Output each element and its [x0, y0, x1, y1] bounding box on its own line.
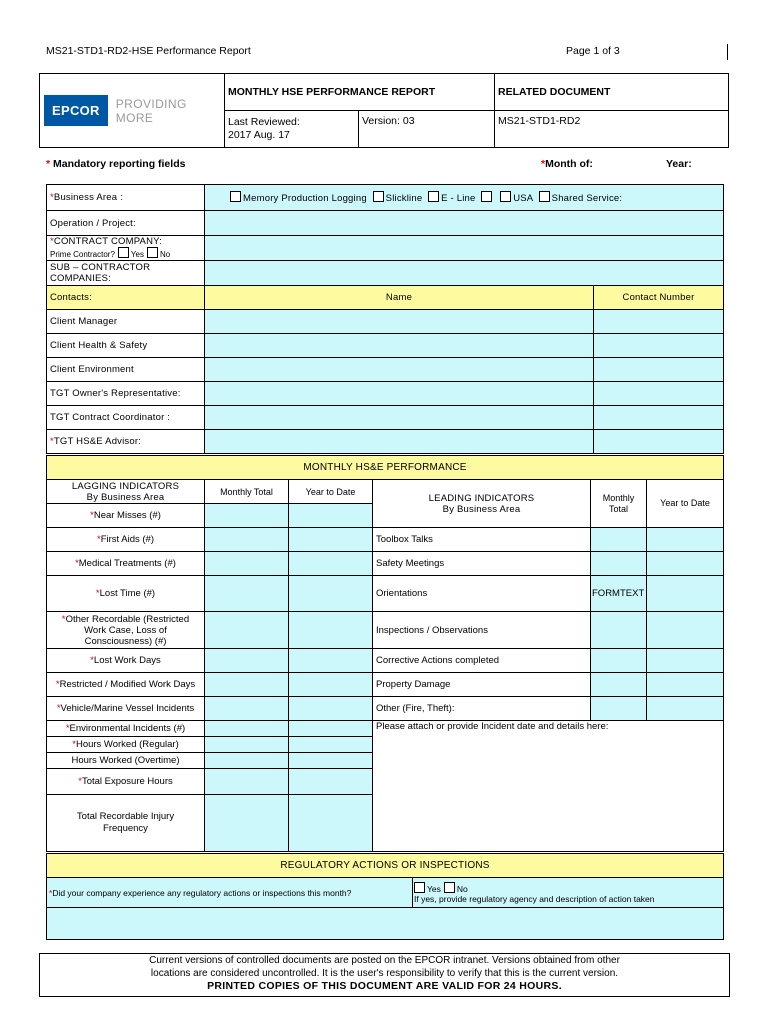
business-area-label: [47, 185, 205, 211]
required-star: *: [50, 436, 54, 447]
business-area-text: Business Area :: [53, 192, 123, 203]
lagging-row-label: [47, 737, 205, 753]
required-star: *: [78, 776, 82, 787]
required-star: *: [72, 739, 76, 750]
leading-monthly-field[interactable]: [591, 697, 647, 721]
checkbox-blank[interactable]: [481, 191, 492, 202]
contact-number-field[interactable]: [594, 430, 724, 454]
regulatory-answer: [413, 878, 724, 908]
lagging-row-text: Lost Time (#): [99, 588, 156, 599]
checkbox-e-line[interactable]: [428, 191, 439, 202]
required-star: *: [55, 679, 60, 690]
option-shared-service: Shared Service:: [551, 193, 623, 204]
lagging-ytd-field[interactable]: [289, 612, 373, 649]
required-star: *: [90, 510, 94, 521]
leading-monthly-field[interactable]: [591, 649, 647, 673]
footer-notice: [39, 953, 730, 997]
lagging-row-text: Total Exposure Hours: [81, 776, 173, 787]
lagging-ytd-field[interactable]: [289, 721, 373, 737]
leading-ytd-field[interactable]: [647, 528, 724, 552]
lagging-monthly-field[interactable]: [205, 697, 289, 721]
leading-ytd-field[interactable]: [647, 552, 724, 576]
lagging-monthly-field[interactable]: [205, 737, 289, 753]
lagging-row-label: [47, 504, 205, 528]
leading-ytd-field[interactable]: [647, 697, 724, 721]
logo-tagline: PROVIDING MORE: [115, 96, 187, 125]
lagging-header-line1: LAGGING INDICATORS: [71, 480, 180, 492]
lagging-monthly-field[interactable]: [205, 795, 289, 852]
lagging-monthly-field[interactable]: [205, 576, 289, 612]
mandatory-text: Mandatory reporting fields: [53, 158, 186, 170]
required-star: *: [56, 703, 61, 714]
lagging-header-line2: By Business Area: [86, 491, 165, 503]
leading-header-line1: LEADING INDICATORS: [428, 492, 535, 504]
last-reviewed-label: Last Reviewed:: [228, 116, 300, 128]
contact-name-field[interactable]: [205, 406, 594, 430]
leading-row-label: Toolbox Talks: [373, 528, 591, 552]
lagging-row-text: Lost Work Days: [93, 655, 161, 666]
leading-row-label: Safety Meetings: [373, 552, 591, 576]
lagging-ytd-field[interactable]: [289, 673, 373, 697]
lagging-row-label: [47, 576, 205, 612]
lagging-row-label: [47, 649, 205, 673]
leading-ytd-field[interactable]: [647, 612, 724, 649]
required-star: *: [65, 723, 70, 734]
logo-cell: [40, 74, 225, 148]
required-star: *: [541, 158, 546, 170]
regulatory-table: [46, 853, 724, 940]
contact-name-field[interactable]: [205, 430, 594, 454]
contacts-number-header: Contact Number: [594, 286, 724, 310]
lagging-monthly-field[interactable]: [205, 649, 289, 673]
performance-table: [46, 455, 724, 852]
report-title: MONTHLY HSE PERFORMANCE REPORT: [225, 74, 495, 111]
sub-contractor-label: SUB – CONTRACTOR COMPANIES:: [47, 261, 205, 286]
lagging-monthly-field[interactable]: [205, 528, 289, 552]
contact-name-field[interactable]: [205, 382, 594, 406]
contact-row-label: TGT Owner's Representative:: [47, 382, 205, 406]
leading-header-line2: By Business Area: [442, 503, 521, 515]
lagging-row-label: [47, 552, 205, 576]
lagging-monthly-field[interactable]: [205, 612, 289, 649]
mandatory-note: [46, 158, 185, 170]
lagging-row-label: [47, 721, 205, 737]
lagging-ytd-field[interactable]: [289, 795, 373, 852]
month-of-label: [541, 158, 593, 170]
company-table: [46, 184, 724, 454]
leading-monthly-field[interactable]: [591, 552, 647, 576]
lagging-header: [47, 480, 205, 504]
option-slickline: Slickline: [385, 193, 423, 204]
leading-monthly-field[interactable]: [591, 673, 647, 697]
contact-name-field[interactable]: [205, 358, 594, 382]
regulatory-followup: If yes, provide regulatory agency and description of action taken: [414, 893, 655, 904]
regulatory-yes-label: Yes: [427, 883, 441, 894]
required-star: *: [50, 235, 54, 247]
required-star: *: [95, 588, 100, 599]
last-reviewed-date: 2017 Aug. 17: [228, 129, 290, 141]
lagging-monthly-field[interactable]: [205, 721, 289, 737]
leading-monthly-header: Monthly Total: [591, 480, 647, 528]
lagging-row-label: [47, 697, 205, 721]
prime-contractor-text: Prime Contractor?: [50, 249, 115, 259]
page-number: Page 1 of 3: [566, 45, 620, 57]
contact-row-label: Client Health & Safety: [47, 334, 205, 358]
operation-project-label: Operation / Project:: [47, 211, 205, 236]
checkbox-usa[interactable]: [500, 191, 511, 202]
top-divider: [727, 44, 728, 60]
lagging-ytd-field[interactable]: [289, 697, 373, 721]
lagging-row-text: Hours Worked (Regular): [75, 739, 179, 750]
contract-company-text: CONTRACT COMPANY:: [53, 235, 162, 247]
lagging-row-text: Environmental Incidents (#): [69, 723, 186, 734]
orientations-monthly-field[interactable]: FORMTEXT: [591, 576, 647, 612]
lagging-monthly-field[interactable]: [205, 504, 289, 528]
required-star: *: [50, 192, 54, 203]
lagging-ytd-field[interactable]: [289, 528, 373, 552]
leading-header: [373, 480, 591, 528]
contact-number-field[interactable]: [594, 382, 724, 406]
contact-number-field[interactable]: [594, 406, 724, 430]
required-star: *: [49, 887, 53, 898]
lagging-row-text: First Aids (#): [100, 534, 154, 545]
checkbox-prime-yes[interactable]: [118, 247, 129, 258]
contact-name-field[interactable]: [205, 310, 594, 334]
contact-number-field[interactable]: [594, 334, 724, 358]
incident-details-area[interactable]: [373, 721, 724, 852]
contact-row-text: TGT HS&E Advisor:: [53, 436, 142, 447]
lagging-monthly-field[interactable]: [205, 673, 289, 697]
footer-line2: locations are considered uncontrolled. It is the user's responsibility to verify that this is the current version.: [150, 968, 619, 979]
performance-title: MONTHLY HS&E PERFORMANCE: [47, 456, 724, 480]
lagging-row-label: [47, 673, 205, 697]
regulatory-no-label: No: [456, 883, 468, 894]
operation-project-field[interactable]: [205, 211, 724, 236]
contact-row-label: Client Environment: [47, 358, 205, 382]
required-star: *: [61, 613, 66, 625]
required-star: *: [96, 534, 101, 545]
contact-row-label: Client Manager: [47, 310, 205, 334]
leading-row-label: Property Damage: [373, 673, 591, 697]
lagging-row-text: Medical Treatments (#): [78, 558, 176, 569]
regulatory-question-text: Did your company experience any regulatory actions or inspections this month?: [52, 887, 352, 898]
checkbox-prime-no[interactable]: [147, 247, 158, 258]
document-id: MS21-STD1-RD2-HSE Performance Report: [46, 45, 251, 57]
lagging-row-label: [47, 612, 205, 649]
regulatory-details-field[interactable]: [47, 908, 724, 940]
lagging-row-label: [47, 528, 205, 552]
leading-row-label: Inspections / Observations: [373, 612, 591, 649]
business-area-options: [205, 185, 724, 211]
lagging-monthly-field[interactable]: [205, 753, 289, 769]
lagging-ytd-field[interactable]: [289, 552, 373, 576]
sub-contractor-field[interactable]: [205, 261, 724, 286]
contacts-name-header: Name: [205, 286, 594, 310]
month-of-text: Month of:: [545, 158, 593, 170]
lagging-ytd-field[interactable]: [289, 753, 373, 769]
related-doc-id: MS21-STD1-RD2: [495, 111, 729, 148]
checkbox-memory-production-logging[interactable]: [230, 191, 241, 202]
leading-monthly-field[interactable]: [591, 612, 647, 649]
lagging-ytd-header: Year to Date: [289, 480, 373, 504]
contact-name-field[interactable]: [205, 334, 594, 358]
prime-yes-label: Yes: [130, 249, 144, 259]
contact-number-field[interactable]: [594, 310, 724, 334]
lagging-row-text: Other Recordable (Restricted Work Case, Loss of Consciousness) (#): [65, 613, 190, 647]
option-usa: USA: [513, 193, 533, 204]
leading-monthly-field[interactable]: [591, 528, 647, 552]
option-e-line: E - Line: [441, 193, 476, 204]
required-star: *: [75, 558, 79, 569]
lagging-monthly-header: Monthly Total: [205, 480, 289, 504]
checkbox-shared-service[interactable]: [539, 191, 550, 202]
lagging-ytd-field[interactable]: [289, 737, 373, 753]
lagging-ytd-field[interactable]: [289, 769, 373, 795]
lagging-monthly-field[interactable]: [205, 769, 289, 795]
lagging-ytd-field[interactable]: [289, 504, 373, 528]
footer-validity: PRINTED COPIES OF THIS DOCUMENT ARE VALID FOR 24 HOURS.: [207, 980, 562, 992]
year-label: Year:: [666, 158, 692, 170]
incident-details-note: Please attach or provide Incident date and details here:: [376, 721, 609, 732]
epcor-logo: EPCOR: [44, 95, 108, 126]
checkbox-regulatory-no[interactable]: [444, 882, 455, 893]
lagging-row-label: [47, 769, 205, 795]
lagging-row-text: Near Misses (#): [93, 510, 161, 521]
leading-ytd-field[interactable]: [647, 576, 724, 612]
prime-no-label: No: [159, 249, 171, 259]
leading-ytd-header: Year to Date: [647, 480, 724, 528]
lagging-ytd-field[interactable]: [289, 576, 373, 612]
header-table: [39, 73, 729, 148]
lagging-row-text: Restricted / Modified Work Days: [59, 679, 196, 690]
version: Version: 03: [359, 111, 495, 148]
lagging-row-label: Total Recordable Injury Frequency: [47, 795, 205, 852]
contacts-label: Contacts:: [47, 286, 205, 310]
last-reviewed: [225, 111, 359, 148]
contact-row-label: [47, 430, 205, 454]
checkbox-regulatory-yes[interactable]: [414, 882, 425, 893]
required-star: *: [46, 158, 51, 170]
leading-ytd-field[interactable]: [647, 649, 724, 673]
checkbox-slickline[interactable]: [373, 191, 384, 202]
leading-row-label: Other (Fire, Theft):: [373, 697, 591, 721]
regulatory-title: REGULATORY ACTIONS OR INSPECTIONS: [47, 854, 724, 878]
related-document-label: RELATED DOCUMENT: [495, 74, 729, 111]
lagging-ytd-field[interactable]: [289, 649, 373, 673]
lagging-row-text: Vehicle/Marine Vessel Incidents: [60, 703, 195, 714]
regulatory-question: [47, 878, 413, 908]
leading-ytd-field[interactable]: [647, 673, 724, 697]
option-memory-production-logging: Memory Production Logging: [243, 193, 367, 204]
lagging-monthly-field[interactable]: [205, 552, 289, 576]
footer-line1: Current versions of controlled documents are posted on the EPCOR intranet. Versions obtained from other: [149, 955, 620, 966]
lagging-row-label: Hours Worked (Overtime): [47, 753, 205, 769]
contact-row-label: TGT Contract Coordinator :: [47, 406, 205, 430]
contract-company-label: [47, 236, 205, 261]
leading-row-label: Orientations: [373, 576, 591, 612]
required-star: *: [90, 655, 94, 666]
contract-company-field[interactable]: [205, 236, 724, 261]
contact-number-field[interactable]: [594, 358, 724, 382]
leading-row-label: Corrective Actions completed: [373, 649, 591, 673]
